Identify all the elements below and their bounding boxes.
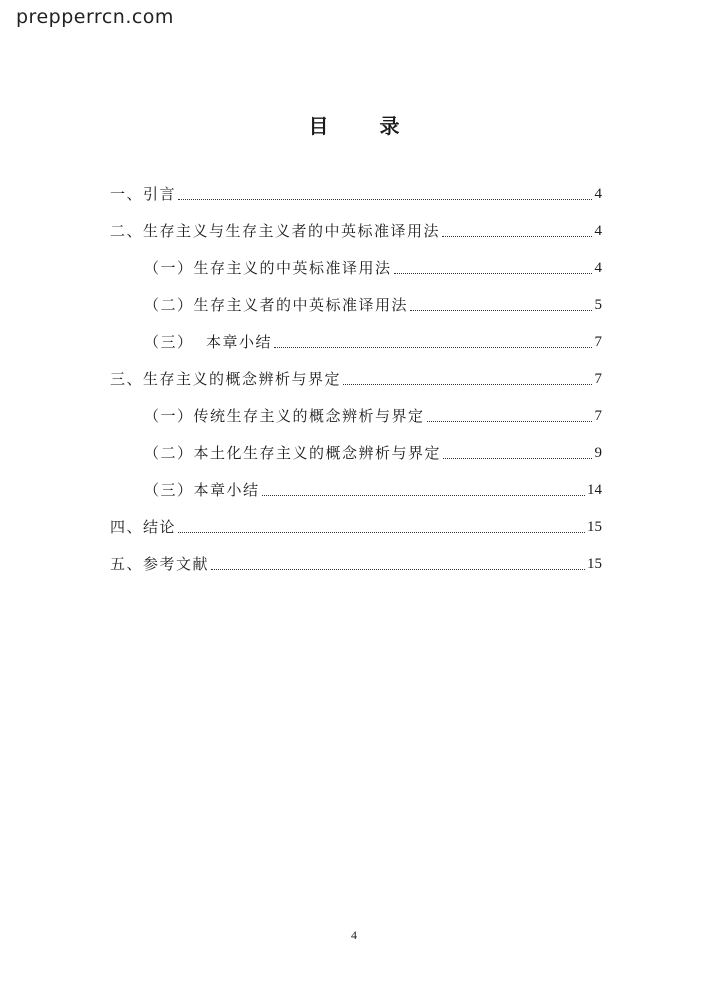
toc-entry-page: 4 xyxy=(594,223,602,239)
toc-entry-section-3-2 xyxy=(110,425,602,462)
dot-leader xyxy=(178,198,592,200)
toc-entry-section-2-3 xyxy=(110,314,602,351)
toc-entry-page: 15 xyxy=(587,519,602,535)
toc-entry-page: 7 xyxy=(594,334,602,350)
toc-entry-label: （二）生存主义者的中英标准译用法 xyxy=(144,296,409,314)
toc-entry-label: （一）生存主义的中英标准译用法 xyxy=(144,259,392,277)
toc-entry-page: 5 xyxy=(594,297,602,313)
toc-entry-section-2-1 xyxy=(110,240,602,277)
toc-entry-label: 三、生存主义的概念辨析与界定 xyxy=(110,370,342,388)
toc-entry-page: 15 xyxy=(587,556,602,572)
toc-entry-label: 一、引言 xyxy=(110,185,177,203)
toc-entry-chapter-3 xyxy=(110,351,602,388)
toc-entry-page: 9 xyxy=(594,445,602,461)
toc-entry-label: （一）传统生存主义的概念辨析与界定 xyxy=(144,407,425,425)
dot-leader xyxy=(410,309,592,311)
toc-entry-label: （三）本章小结 xyxy=(144,481,260,499)
toc-entry-page: 7 xyxy=(594,371,602,387)
table-of-contents xyxy=(110,166,602,573)
toc-entry-section-3-3 xyxy=(110,462,602,499)
page-title: 目 录 xyxy=(308,114,422,138)
toc-entry-page: 4 xyxy=(594,186,602,202)
dot-leader xyxy=(394,272,592,274)
dot-leader xyxy=(442,235,592,237)
toc-entry-references xyxy=(110,536,602,573)
toc-entry-label: （二）本土化生存主义的概念辨析与界定 xyxy=(144,444,442,462)
toc-entry-label: 五、参考文献 xyxy=(110,555,210,573)
dot-leader xyxy=(262,494,585,496)
dot-leader xyxy=(343,383,592,385)
toc-entry-section-2-2 xyxy=(110,277,602,314)
dot-leader xyxy=(427,420,592,422)
dot-leader xyxy=(274,346,592,348)
toc-entry-chapter-2 xyxy=(110,203,602,240)
toc-entry-label: （三） 本章小结 xyxy=(144,333,273,351)
toc-entry-section-3-1 xyxy=(110,388,602,425)
toc-entry-page: 14 xyxy=(587,482,602,498)
dot-leader xyxy=(443,457,592,459)
toc-entry-page: 4 xyxy=(594,260,602,276)
toc-entry-label: 四、结论 xyxy=(110,518,177,536)
toc-entry-introduction xyxy=(110,166,602,203)
dot-leader xyxy=(211,568,585,570)
dot-leader xyxy=(178,531,585,533)
page-number: 4 xyxy=(351,928,357,942)
toc-entry-label: 二、生存主义与生存主义者的中英标准译用法 xyxy=(110,222,441,240)
toc-entry-conclusion xyxy=(110,499,602,536)
watermark: prepperrcn.com xyxy=(16,6,174,28)
toc-entry-page: 7 xyxy=(594,408,602,424)
